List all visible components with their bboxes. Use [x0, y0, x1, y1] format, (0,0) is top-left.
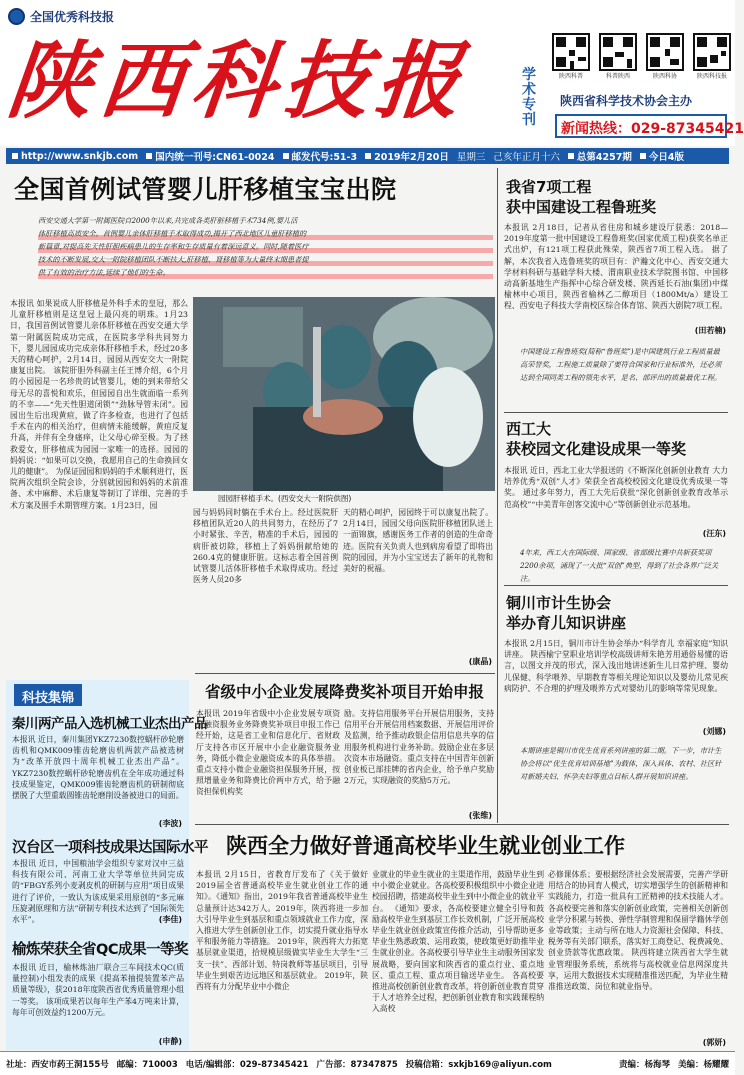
qr-code-row: [552, 33, 731, 80]
sme-body-col2: 励。支持信用服务平台开展信用服务，支持信用平台开展信用档案数据、开展信用评价及监测，给予推动政银企信用信息共享的信用服务机构进行业务补助。鼓励企业在多层次资本市场融资。重点支持在中国青年创新创业板已部挂牌的省内企业，给予单户奖励2万元，实现融资的奖励5万元。: [344, 709, 494, 786]
issue-date: 2019年2月20日: [365, 149, 449, 163]
sme-body-col1: 本报讯 2019年省级中小企业发展专项资金融资服务业务降费奖补项目申报工作已经开始，这是省工业和信息化厅、省财政厅支持各市区开展中小企业融资服务业务，降低小微企业融资成本的具体举措。 重点支持小微企业融资担保服务开展，按照增量业务和降费比价两中方式，给予融资担保机构奖: [196, 709, 340, 797]
divider: [195, 824, 729, 825]
qr-label: 陕西科普: [558, 73, 583, 80]
cn-number: 国内统一刊号:CN61-0024: [146, 149, 274, 163]
divider: [504, 412, 728, 413]
qr-code[interactable]: [693, 33, 731, 80]
roundup-item1-headline: 秦川两产品入选机械工业杰出产品: [12, 716, 207, 732]
callout-line: 新篇章,对提高先天性肝胆疾病患儿的生存率和生存质量有着深远意义。同时,随着医疗: [38, 240, 493, 253]
footer-bar: [0, 1051, 735, 1075]
tongchuan-callout: 本期讲座是铜川市优生优育系列讲座的第二期。下一步，市计生协会将以“优生优育培训基地”为载体，深入具体、农村、社区针对新婚夫妇、怀孕夫妇等重点目标人群开展知识讲座。: [520, 746, 722, 781]
roundup-item1-text: 本报讯 近日，秦川集团YKZ7230数控蜗杆砂轮磨齿机和QMK009锥齿轮磨齿机两款产品被选树为“改革开放四十周年机械工业杰出产品”。 YKZ7230数控蜗杆砂轮磨齿机在全年成功通过科技成果鉴定，QMK009锥齿轮磨齿机的研制彻底摆脱了大型重载圆锥齿轮磨削设备被进口的局面。: [12, 735, 184, 801]
roundup-item3-byline: (申静): [158, 1037, 182, 1046]
photo-caption: 园园肝移植手术。(西安交大一附院供图): [218, 494, 352, 503]
edition-label: 学术专刊: [522, 67, 536, 128]
qr-code-icon: [552, 33, 590, 71]
qr-code[interactable]: [599, 33, 637, 80]
top-line-text: 全国优秀科技报: [30, 9, 115, 24]
tongchuan-headline-1: 铜川市计生协会: [506, 594, 612, 612]
award-callout: 中国建设工程鲁班奖(简称“鲁班奖”)是中国建筑行业工程质量最高荣誉奖，工程施工质量除了要符合国家和行业标准外，还必须达到全国同类工程的领先水平，是名、部评出的质量最优工程。: [520, 347, 722, 382]
callout-line: 技术的不断发展,交大一附院移植团队不断扶大,肝移植、肾移植等为大量终末期患者提: [38, 253, 493, 266]
jobs-body-col3: 必修课体系；要根据经济社会发展需要，完善产学研用结合的协同育人模式，切实增强学生的创新精神和实践能力，打造一批具有工匠精神的技术技能人才。 各高校要完善和落实创新创业政策，完善相关创新创业学分积累与转换、弹性学制管理和保留学籍休学创业等政策；主动与所在地人力资源社会保障、科技、税务等有关部门联系，落实好工商登记、税费减免、创业贷款等优惠政策。 陕西将建立陕西省大学生就业管理服务系统，系统将与高校就业信息网深度共享，运用大数据技术实现精准推送匹配，为毕业生精准推送政策、岗位和就业指导。: [548, 870, 728, 992]
issue-info-bar: [6, 148, 729, 164]
award-body: 本报讯 2月18日，记者从省住房和城乡建设厅获悉：2018—2019年度第一批中国建设工程鲁班奖(国家优质工程)获奖名单正式出炉，有121项工程获此殊荣，陕西省7项工程入选。 据了解，本次我省入选鲁班奖的项目有：沪瀚文化中心、西安交通大学材料科研与基础学科大楼、渭南职业技术学院图书馆、中国移动高新基地生产指挥中心综合研发楼、陕西延长石油(集团)中煤榆林中心项目，陕西省榆林乙二醇项目（1800Mt/a）建设工程、西安电子科技大学南校区综合体育馆、陕西大剧院7项工程。: [504, 223, 728, 311]
square-bullet-icon: [640, 153, 646, 159]
tech-roundup-label: 科技集锦: [14, 684, 82, 706]
sme-headline: 省级中小企业发展降费奖补项目开始申报: [205, 683, 485, 701]
masthead-top-line: [8, 6, 114, 26]
square-bullet-icon: [365, 153, 371, 159]
qr-code-icon: [693, 33, 731, 71]
square-bullet-icon: [568, 153, 574, 159]
postal-code: 邮发代号:51-3: [283, 149, 358, 163]
page-count: 今日4版: [640, 149, 684, 163]
jobs-headline: 陕西全力做好普通高校毕业生就业创业工作: [226, 834, 625, 858]
nwpu-headline-1: 西工大: [506, 420, 552, 438]
roundup-item1-byline: (李波): [158, 819, 182, 828]
roundup-item2-headline: 汉台区一项科技成果达国际水平: [12, 840, 208, 856]
weekday: 星期三: [456, 152, 486, 163]
jobs-body-col2: 业就业的毕业生就业的主渠道作用，鼓励毕业生到中小微企业就业。各高校要积极组织中小微企业进校园招聘，搭建高校毕业生到中小微企业的就业平台。 《通知》要求，各高校要建立健全引导和鼓励高校毕业生到基层工作长效机制，广泛开展高校毕业生就业创业政策宣传推介活动，引导帮助更多毕业生熟悉政策、运用政策，使政策更好助推毕业生就业创业。各高校要引导毕业生主动服务国家发展战略，要向国家和陕西省的重点行业、重点地区、重点工程、重点项目输送毕业生。 各高校要推进高校创新创业教育改革，将创新创业教育贯穿于人才培养全过程，把创新创业教育和实践课程纳入高校: [372, 870, 544, 1014]
lead-body-col3: 天的精心呵护，园园终于可以康复出院了。2月14日，园园父母向医院肝移植团队送上一面锦旗，感谢医务工作者的创造的生命奇迹。医院有关负责人也到病房看望了即将出院的园园，并为小宝宝送去了新年的礼物和美好的祝福。: [343, 508, 493, 574]
tongchuan-byline: (刘娜): [702, 727, 726, 736]
sponsor-line: 陕西省科学技术协会主办: [560, 94, 693, 108]
callout-line: 供了有效的治疗方法,延续了他们的生命。: [38, 266, 493, 279]
tongchuan-headline-2: 举办育儿知识讲座: [506, 614, 627, 632]
surgery-photo: [193, 297, 495, 491]
newspaper-title: 陕西科技报: [2, 31, 474, 130]
news-hotline: 新闻热线：029-87345421: [555, 114, 727, 138]
qr-label: 陕西科协: [652, 73, 677, 80]
award-byline: (田若楠): [694, 326, 726, 335]
jobs-byline: (郭妍): [702, 1038, 726, 1047]
square-bullet-icon: [283, 153, 289, 159]
footer-phone: 电话/编辑部：029-87345421: [185, 1059, 309, 1070]
sme-byline: (张维): [468, 811, 492, 820]
lead-body-col2: 园与妈妈同时躺在手术台上。经过医院肝移植团队近20人的共同努力，在经历了7小时紧张、辛苦，精准的手术后，园园的病肝被切除，移植上了妈妈捐献给她的260.4克的健康肝脏。这标志着全国首例试管婴儿活体肝移植手术取得成功。经过医务人员20多: [193, 508, 338, 585]
roundup-item3-headline: 榆炼荣获全省QC成果一等奖: [12, 942, 188, 958]
website-link[interactable]: http://www.snkjb.com: [12, 151, 138, 162]
lead-callout: [38, 214, 493, 286]
lead-headline: 全国首例试管婴儿肝移植宝宝出院: [14, 175, 397, 204]
qr-code[interactable]: [552, 33, 590, 80]
divider: [497, 168, 498, 823]
award-headline-1: 我省7项工程: [506, 178, 592, 196]
qr-code-icon: [646, 33, 684, 71]
nwpu-body: 本报讯 近日，西北工业大学报送的《不断深化创新创业教育 大力培养优秀“双创”人才》荣获全省高校校园文化建设优秀成果一等奖。 通过多年努力，西工大先后获批“深化创新创业教育改革示范高校”“中美青年创客交流中心”等创新创业示范基地。: [504, 466, 728, 509]
roundup-item2-byline: (李佳): [158, 915, 182, 924]
issue-number: 总第4257期: [568, 149, 632, 163]
callout-line: 西安交通大学第一附属医院自2000年以来,共完成各类肝脏移植手术734例,婴儿活: [38, 216, 298, 225]
nwpu-callout: 4年来，西工大在国际级、国家级、省部级比赛中共斩获奖项2200余项，涌现了一大批“双创”典型，得到了社会各界广泛关注。: [520, 548, 719, 583]
divider: [195, 673, 495, 674]
roundup-item3-text: 本报讯 近日，榆林炼油厂联合三车间技术QC(质量控制)小组发表的成果《提高苯抽提装置苯产品质量等级》，获2018年度陕西省优秀质量管理小组一等奖。 该项成果若以每年生产苯4万吨来计算，每年可创效益约1200万元。: [12, 963, 184, 1017]
jobs-body-col1: 本报讯 2月15日，省教育厅发布了《关于做好2019届全省普通高校毕业生就业创业工作的通知》。《通知》指出，2019年我省普通高校毕业生总量预计达342万人。2019年，陕西将进一步加大引导毕业生到基层和重点领域就业工作力度，深入推进大学生创新创业工作，切实提升就业指导水平和服务能力等措施。 2019年，陕西将大力拓宽基层就业渠道，拾规模层级做实毕业生大学生“三支一扶”、西部计划、特岗教师等基层项目，引导毕业生到艰苦边远地区和基层就业。 2019年，陕西将有力分配毕业中小微企: [196, 870, 368, 992]
footer-designer: 美编：杨耀耀: [677, 1059, 729, 1070]
footer-ad: 广告部：87347875: [316, 1059, 398, 1070]
divider: [504, 585, 728, 586]
footer-editor: 责编：杨海琴: [618, 1059, 670, 1070]
globe-icon: [8, 8, 25, 25]
qr-label: 科普陕西: [605, 73, 630, 80]
footer-email[interactable]: 投稿信箱：sxkjb169@aliyun.com: [405, 1059, 552, 1070]
award-headline-2: 获中国建设工程鲁班奖: [506, 198, 657, 216]
footer-postcode: 邮编：710003: [116, 1059, 178, 1070]
lead-byline: (康晶): [468, 657, 492, 666]
nwpu-byline: (汪东): [702, 529, 726, 538]
qr-code[interactable]: [646, 33, 684, 80]
square-bullet-icon: [146, 153, 152, 159]
nwpu-headline-2: 获校园文化建设成果一等奖: [506, 440, 687, 458]
qr-label: 陕西科技报: [696, 73, 727, 80]
square-bullet-icon: [12, 153, 18, 159]
callout-line: 体肝移植高质安全。首例婴儿亲体肝移植手术取得成功,揭开了西北地区儿童肝移植的: [38, 227, 493, 240]
qr-code-icon: [599, 33, 637, 71]
lead-body-col1: 本报讯 如果说成人肝移植是外科手术的皇冠，那么儿童肝移植则是这皇冠上最闪亮的明珠。1月23日，我国首例试管婴儿亲体肝移植在西安交通大学第一附属医院成功完成，在医院多学科共同努力下，婴儿园园成功完成亲体肝移植手术，经过20多天的精心呵护，2月14日，园园从西安交大一附院康复出院。 该院肝胆外科副主任王博介绍，6个月的小园园是一名珍贵的试管婴儿，她的到来带给父母无尽的喜悦和欢乐，但园园自出生就面临一系列的不幸——“先天性胆道闭锁”“劲脉导管未闭”。园园出生后出现黄疸，做了许多检查，也进行了包括手术在内的相关治疗，但病情未能缓解，黄疸反复升高，并伴有全身瘙痒，让父母心碎至极。为了拯救爱女，肝移植成为园园一家唯一的选择。园园的妈妈说：“如果可以交换，我愿用自己的生命换回女儿的健康”。 为保证园园和妈妈的手术顺利进行，医院两次组织全院会诊，分别就园园和妈妈的术前准备、术中麻醉、术后康复等制订了详细、完善的手术方案及围手术期管理方案。1月23日，园: [10, 299, 188, 510]
roundup-item2-text: 本报讯 近日，中国粮油学会组织专家对汉中三益科技有限公司、河南工业大学等单位共同完成的“FBGY系列小麦剥皮机的研制与应用”项目成果进行了评价，一致认为该成果采用原创的“多元麻压旋剥原理和方法”研制专利技术达到了“国际领先水平”。: [12, 859, 184, 925]
lunar-date: 己亥年正月十六: [493, 152, 560, 163]
footer-address: 社址：西安市药王洞155号: [6, 1059, 109, 1070]
tongchuan-body: 本报讯 2月15日，铜川市计生协会举办“科学育儿 幸福家庭”知识讲座。 陕西榆宁堂职业培训学校高级讲师朱艳芳用通俗易懂的语言，以图文并茂的形式，深入浅出地讲述新生儿日常护理、婴幼儿保健、科学喂养、早期教育等相关理论知识以及婴幼儿常见疾病防护、不合理的护理及喂养方式对婴幼儿的影响等常见现象。: [504, 639, 728, 693]
